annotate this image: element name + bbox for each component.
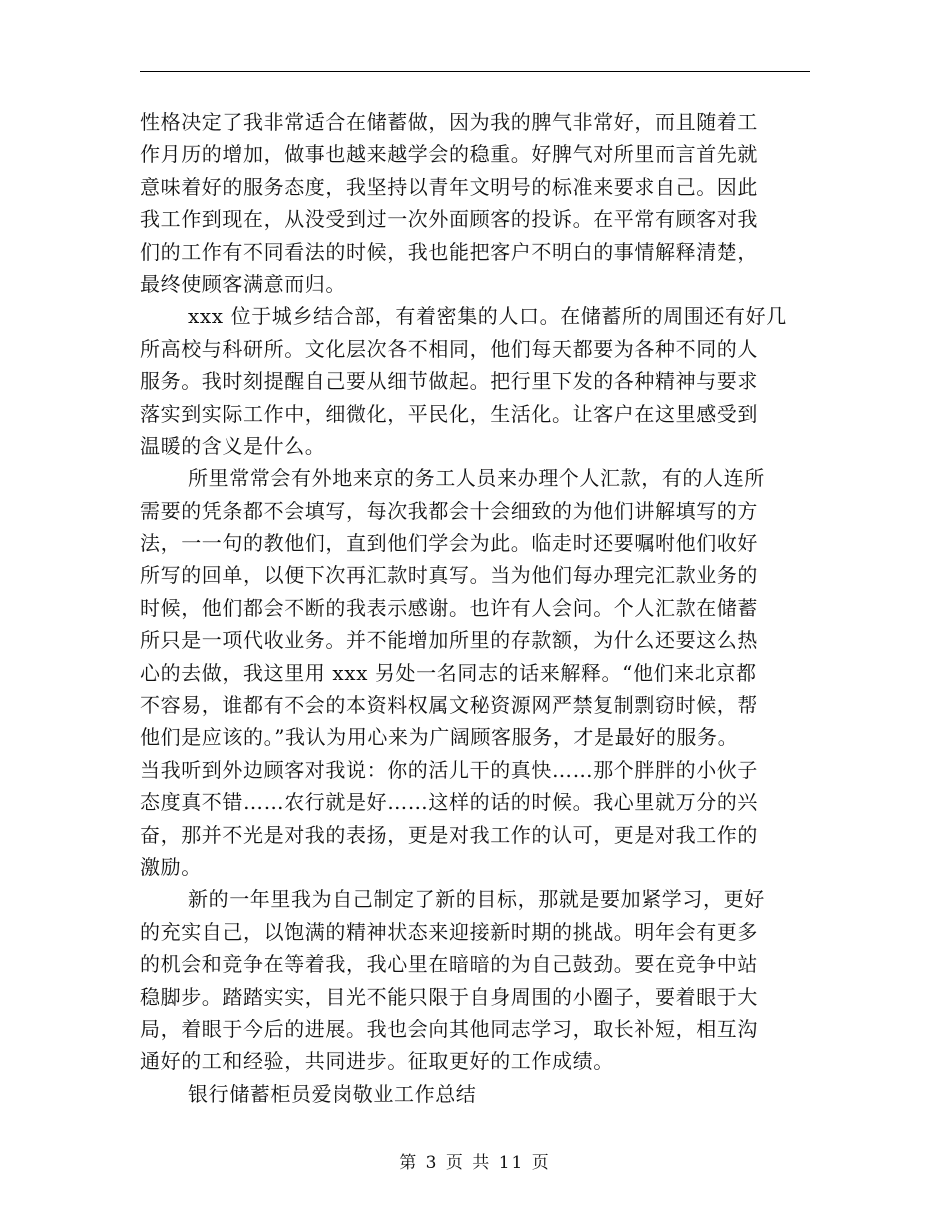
text-line: 需要的凭条都不会填写，每次我都会十会细致的为他们讲解填写的方: [140, 498, 758, 523]
text-line: 奋，那并不光是对我的表扬，更是对我工作的认可，更是对我工作的: [140, 822, 758, 847]
text-line: 激励。: [140, 854, 202, 879]
text-line: 服务。我时刻提醒自己要从细节做起。把行里下发的各种精神与要求: [140, 369, 758, 394]
text-line: 法，一一句的教他们，直到他们学会为此。临走时还要嘱咐他们收好: [140, 531, 758, 556]
text-line: 作月历的增加，做事也越来越学会的稳重。好脾气对所里而言首先就: [140, 142, 758, 167]
body-text: [140, 106, 810, 1110]
text-line: 态度真不错……农行就是好……这样的话的时候。我心里就万分的兴: [140, 790, 758, 815]
text-line: 所写的回单，以便下次再汇款时真写。当为他们每办理完汇款业务的: [140, 563, 758, 588]
text-line: 不容易，谁都有不会的本资料权属文秘资源网严禁复制剽窃时候，帮: [140, 693, 758, 718]
text-line: xxx 位于城乡结合部，有着密集的人口。在储蓄所的周围还有好几: [188, 304, 787, 329]
text-line: 的充实自己，以饱满的精神状态来迎接新时期的挑战。明年会有更多: [140, 919, 758, 944]
text-line: 意味着好的服务态度，我坚持以青年文明号的标准来要求自己。因此: [140, 174, 758, 199]
text-line: 心的去做，我这里用 xxx 另处一名同志的话来解释。“他们来北京都: [140, 660, 757, 685]
text-line: 所里常常会有外地来京的务工人员来办理个人汇款，有的人连所: [188, 466, 765, 491]
text-line: 我工作到现在，从没受到过一次外面顾客的投诉。在平常有顾客对我: [140, 207, 758, 232]
text-line: 们的工作有不同看法的时候，我也能把客户不明白的事情解释清楚，: [140, 239, 758, 264]
text-line: 最终使顾客满意而归。: [140, 271, 346, 296]
text-line: 新的一年里我为自己制定了新的目标，那就是要加紧学习，更好: [188, 887, 765, 912]
text-line: 银行储蓄柜员爱岗敬业工作总结: [188, 1081, 477, 1106]
text-line: 落实到实际工作中，细微化，平民化，生活化。让客户在这里感受到: [140, 401, 758, 426]
page-number-footer: 第 3 页 共 11 页: [399, 1153, 551, 1173]
text-line: 他们是应该的。”我认为用心来为广阔顾客服务，才是最好的服务。: [140, 725, 739, 750]
header-rule: [140, 71, 810, 72]
text-line: 稳脚步。踏踏实实，目光不能只限于自身周围的小圈子，要着眼于大: [140, 984, 758, 1009]
text-line: 温暖的含义是什么。: [140, 433, 326, 458]
text-line: 局，着眼于今后的进展。我也会向其他同志学习，取长补短，相互沟: [140, 1016, 758, 1041]
text-line: 所高校与科研所。文化层次各不相同，他们每天都要为各种不同的人: [140, 336, 758, 361]
text-line: 时候，他们都会不断的我表示感谢。也许有人会问。个人汇款在储蓄: [140, 595, 758, 620]
text-line: 的机会和竞争在等着我，我心里在暗暗的为自己鼓劲。要在竞争中站: [140, 952, 758, 977]
text-line: 当我听到外边顾客对我说：你的活儿干的真快……那个胖胖的小伙子: [140, 757, 758, 782]
text-line: 性格决定了我非常适合在储蓄做，因为我的脾气非常好，而且随着工: [140, 110, 758, 134]
text-line: 所只是一项代收业务。并不能增加所里的存款额，为什么还要这么热: [140, 628, 758, 653]
text-line: 通好的工和经验，共同进步。征取更好的工作成绩。: [140, 1049, 614, 1074]
